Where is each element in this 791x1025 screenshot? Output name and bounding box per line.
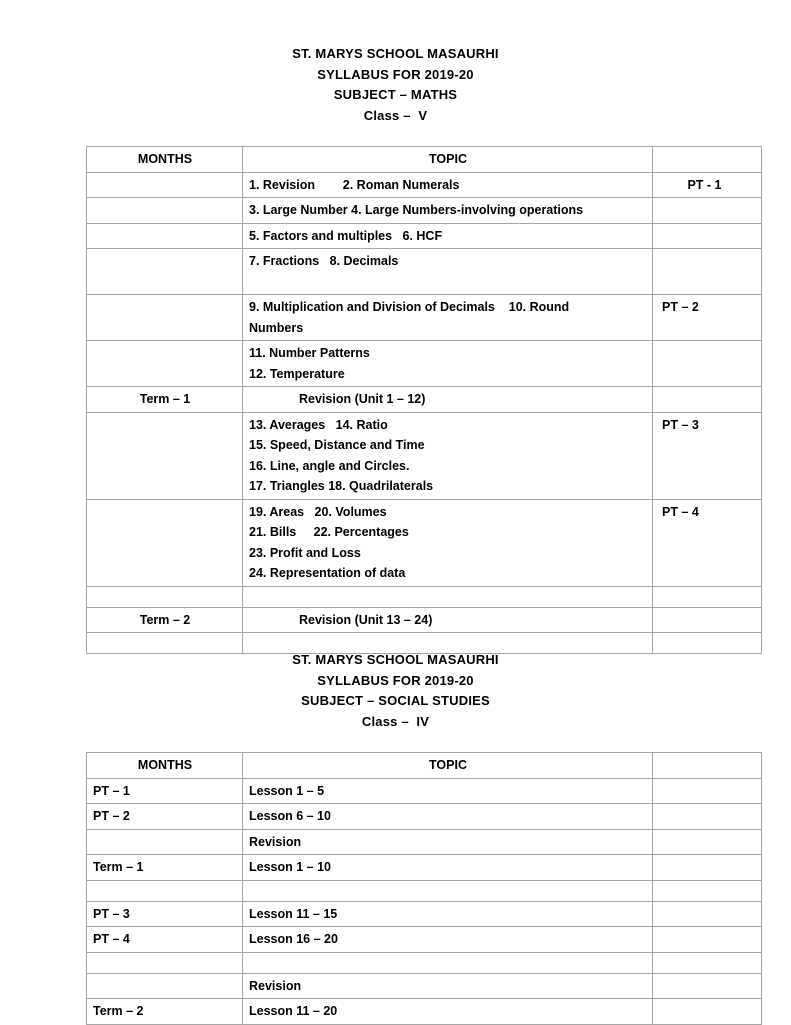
table-header-row <box>87 147 762 173</box>
cell-pt <box>653 586 762 607</box>
syllabus-table-social-studies-wrapper <box>86 752 762 1025</box>
heading-syllabus-year: SYLLABUS FOR 2019-20 <box>317 66 474 82</box>
column-header-topic: TOPIC <box>243 753 653 779</box>
cell-topic: Lesson 1 – 10 <box>243 855 653 881</box>
cell-months <box>87 295 243 341</box>
column-header-months: MONTHS <box>87 147 243 173</box>
cell-topic: Lesson 1 – 5 <box>243 778 653 804</box>
column-header-pt <box>653 147 762 173</box>
cell-pt <box>653 999 762 1025</box>
cell-pt <box>653 927 762 953</box>
cell-topic: 5. Factors and multiples 6. HCF <box>243 223 653 249</box>
table-header-row <box>87 753 762 779</box>
cell-pt: PT – 2 <box>653 295 762 341</box>
cell-months <box>87 952 243 973</box>
cell-topic: Revision <box>243 829 653 855</box>
column-header-pt <box>653 753 762 779</box>
table-row-term-2 <box>87 999 762 1025</box>
cell-pt <box>653 778 762 804</box>
heading-school-name: ST. MARYS SCHOOL MASAURHI <box>292 46 499 61</box>
cell-topic: Lesson 16 – 20 <box>243 927 653 953</box>
cell-topic: 7. Fractions 8. Decimals <box>243 249 653 295</box>
heading-school-name: ST. MARYS SCHOOL MASAURHI <box>292 652 499 667</box>
cell-months <box>87 172 243 198</box>
table-row <box>87 172 762 198</box>
cell-topic: 3. Large Number 4. Large Numbers-involving operations <box>243 198 653 224</box>
cell-pt <box>653 387 762 413</box>
cell-pt <box>653 855 762 881</box>
syllabus-table-maths <box>86 146 762 654</box>
cell-months <box>87 499 243 586</box>
syllabus-table-maths-wrapper <box>86 146 762 654</box>
cell-topic <box>243 952 653 973</box>
cell-months <box>87 412 243 499</box>
table-row-empty <box>87 952 762 973</box>
cell-pt <box>653 880 762 901</box>
cell-topic: Lesson 11 – 15 <box>243 901 653 927</box>
table-row <box>87 927 762 953</box>
cell-pt <box>653 973 762 999</box>
cell-months: Term – 2 <box>87 607 243 633</box>
syllabus-heading-maths <box>0 44 791 126</box>
cell-pt <box>653 249 762 295</box>
cell-pt: PT - 1 <box>653 172 762 198</box>
table-row <box>87 412 762 499</box>
cell-months: Term – 2 <box>87 999 243 1025</box>
cell-topic: Revision (Unit 1 – 12) <box>243 387 653 413</box>
heading-syllabus-year: SYLLABUS FOR 2019-20 <box>317 672 474 688</box>
heading-class: Class – V <box>363 107 428 123</box>
cell-topic: 11. Number Patterns 12. Temperature <box>243 341 653 387</box>
table-row-term-1 <box>87 855 762 881</box>
cell-months: Term – 1 <box>87 387 243 413</box>
cell-topic <box>243 586 653 607</box>
cell-topic: 1. Revision 2. Roman Numerals <box>243 172 653 198</box>
table-row <box>87 804 762 830</box>
table-row-empty <box>87 880 762 901</box>
column-header-topic: TOPIC <box>243 147 653 173</box>
syllabus-heading-social-studies <box>0 650 791 732</box>
table-row <box>87 295 762 341</box>
cell-topic: 13. Averages 14. Ratio 15. Speed, Distance and Time 16. Line, angle and Circles. 17. Triangles 18. Quadrilaterals <box>243 412 653 499</box>
cell-topic: Revision <box>243 973 653 999</box>
cell-pt <box>653 223 762 249</box>
cell-months: PT – 1 <box>87 778 243 804</box>
cell-pt <box>653 341 762 387</box>
table-row <box>87 901 762 927</box>
cell-pt: PT – 4 <box>653 499 762 586</box>
cell-pt <box>653 901 762 927</box>
cell-topic: Lesson 6 – 10 <box>243 804 653 830</box>
cell-topic: 9. Multiplication and Division of Decimals 10. Round Numbers <box>243 295 653 341</box>
cell-months: PT – 3 <box>87 901 243 927</box>
table-row <box>87 198 762 224</box>
cell-topic: Revision (Unit 13 – 24) <box>243 607 653 633</box>
cell-months <box>87 198 243 224</box>
heading-class: Class – IV <box>361 713 430 729</box>
table-row <box>87 249 762 295</box>
cell-pt <box>653 607 762 633</box>
syllabus-table-social-studies <box>86 752 762 1025</box>
cell-months <box>87 249 243 295</box>
cell-pt: PT – 3 <box>653 412 762 499</box>
cell-pt <box>653 829 762 855</box>
cell-months <box>87 880 243 901</box>
cell-months: PT – 2 <box>87 804 243 830</box>
cell-months <box>87 223 243 249</box>
table-row <box>87 829 762 855</box>
table-row <box>87 778 762 804</box>
table-row <box>87 973 762 999</box>
cell-topic: 19. Areas 20. Volumes 21. Bills 22. Percentages 23. Profit and Loss 24. Representation of data <box>243 499 653 586</box>
cell-months <box>87 973 243 999</box>
cell-pt <box>653 804 762 830</box>
cell-months: Term – 1 <box>87 855 243 881</box>
table-row <box>87 341 762 387</box>
table-row-term-1 <box>87 387 762 413</box>
heading-subject: SUBJECT – MATHS <box>333 87 458 102</box>
column-header-months: MONTHS <box>87 753 243 779</box>
cell-pt <box>653 198 762 224</box>
cell-months <box>87 829 243 855</box>
cell-months <box>87 341 243 387</box>
table-row-term-2 <box>87 607 762 633</box>
cell-months <box>87 586 243 607</box>
table-row-empty <box>87 586 762 607</box>
heading-subject: SUBJECT – SOCIAL STUDIES <box>301 693 490 708</box>
cell-topic: Lesson 11 – 20 <box>243 999 653 1025</box>
table-row <box>87 499 762 586</box>
table-row <box>87 223 762 249</box>
cell-topic <box>243 880 653 901</box>
cell-months: PT – 4 <box>87 927 243 953</box>
cell-pt <box>653 952 762 973</box>
